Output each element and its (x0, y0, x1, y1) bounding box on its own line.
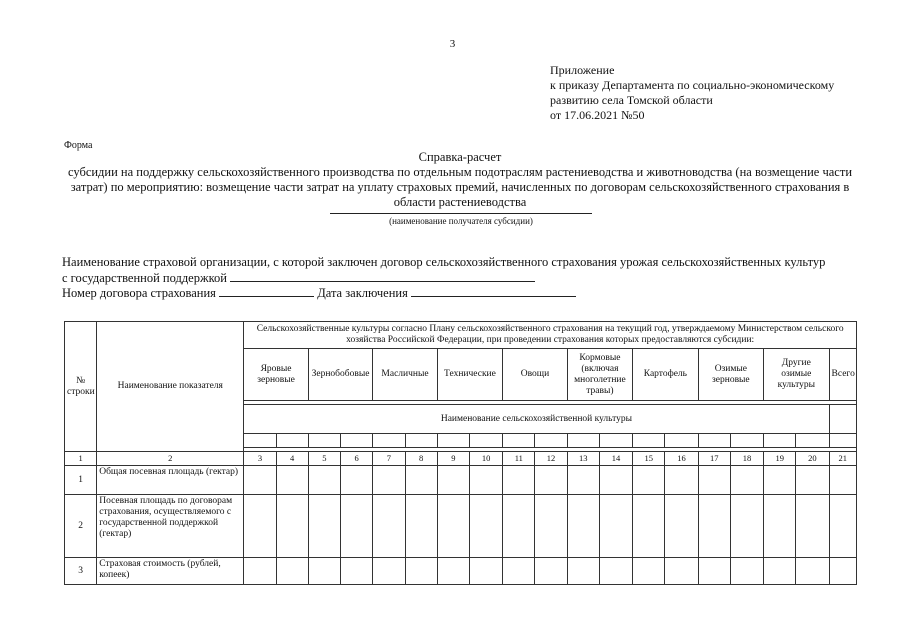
value-cell[interactable] (244, 466, 276, 495)
value-cell[interactable] (503, 495, 535, 558)
culture-name-cell[interactable] (764, 434, 796, 448)
row-label: Общая посевная площадь (гектар) (97, 466, 244, 495)
value-cell[interactable] (796, 495, 829, 558)
value-cell[interactable] (567, 466, 599, 495)
table-row (65, 558, 857, 585)
row-label: Посевная площадь по договорам страхования, осуществляемого с государственной поддержкой (гектар) (97, 495, 244, 558)
value-cell[interactable] (599, 558, 632, 585)
culture-name-cell[interactable] (730, 434, 763, 448)
insurance-info (62, 255, 882, 301)
appendix-reference (550, 63, 900, 123)
value-cell[interactable] (244, 495, 276, 558)
value-cell[interactable] (829, 558, 856, 585)
value-cell[interactable] (469, 466, 502, 495)
value-cell[interactable] (503, 558, 535, 585)
group-other-winter: Другие озимые культуры (764, 349, 829, 401)
value-cell[interactable] (665, 466, 698, 495)
group-spring-grain: Яровые зерновые (244, 349, 308, 401)
group-potato: Картофель (633, 349, 698, 401)
culture-name-cell[interactable] (665, 434, 698, 448)
value-cell[interactable] (730, 558, 763, 585)
org-line-2-label: с государственной поддержкой (62, 270, 227, 285)
org-line-3 (62, 285, 882, 301)
header-culture-name: Наименование сельскохозяйственной культуры (244, 405, 829, 434)
value-cell[interactable] (764, 558, 796, 585)
value-cell[interactable] (535, 466, 567, 495)
value-cell[interactable] (567, 558, 599, 585)
group-winter-grain: Озимые зерновые (698, 349, 763, 401)
header-cultures-plan: Сельскохозяйственные культуры согласно Плану сельскохозяйственного страхования на текущий год, утверждаемому Министерством сельского хозяйства Российской Федерации, при проведении страхования которых предоставляются субсидии: (244, 322, 857, 349)
column-number: 1 (65, 452, 97, 466)
row-number: 3 (65, 558, 97, 585)
value-cell[interactable] (567, 495, 599, 558)
column-number: 3 (244, 452, 276, 466)
value-cell[interactable] (469, 558, 502, 585)
culture-name-cell[interactable] (599, 434, 632, 448)
value-cell[interactable] (535, 495, 567, 558)
column-number: 13 (567, 452, 599, 466)
subsidy-table (64, 321, 857, 585)
contract-date-label: Дата заключения (317, 286, 408, 300)
value-cell[interactable] (633, 466, 665, 495)
form-label: Форма (64, 140, 93, 151)
document-title (60, 150, 860, 210)
column-number: 2 (97, 452, 244, 466)
appendix-line: развитию села Томской области (550, 93, 713, 107)
column-number: 9 (437, 452, 469, 466)
value-cell[interactable] (308, 558, 340, 585)
value-cell[interactable] (829, 466, 856, 495)
value-cell[interactable] (341, 466, 373, 495)
value-cell[interactable] (730, 495, 763, 558)
value-cell[interactable] (796, 558, 829, 585)
value-cell[interactable] (373, 495, 405, 558)
value-cell[interactable] (599, 495, 632, 558)
column-number: 5 (308, 452, 340, 466)
value-cell[interactable] (373, 558, 405, 585)
culture-name-cell[interactable] (244, 434, 276, 448)
value-cell[interactable] (276, 466, 308, 495)
culture-name-cell[interactable] (405, 434, 437, 448)
value-cell[interactable] (276, 558, 308, 585)
value-cell[interactable] (599, 466, 632, 495)
value-cell[interactable] (341, 495, 373, 558)
value-cell[interactable] (437, 495, 469, 558)
column-number: 16 (665, 452, 698, 466)
value-cell[interactable] (764, 495, 796, 558)
value-cell[interactable] (405, 558, 437, 585)
value-cell[interactable] (633, 558, 665, 585)
recipient-field[interactable] (330, 213, 592, 226)
column-number: 7 (373, 452, 405, 466)
value-cell[interactable] (503, 466, 535, 495)
column-number: 8 (405, 452, 437, 466)
column-number: 14 (599, 452, 632, 466)
column-number: 20 (796, 452, 829, 466)
value-cell[interactable] (796, 466, 829, 495)
value-cell[interactable] (698, 495, 730, 558)
culture-name-cell[interactable] (829, 434, 856, 448)
column-number: 6 (341, 452, 373, 466)
culture-name-cell[interactable] (633, 434, 665, 448)
column-number-row (65, 452, 857, 466)
value-cell[interactable] (373, 466, 405, 495)
value-cell[interactable] (764, 466, 796, 495)
value-cell[interactable] (437, 558, 469, 585)
contract-number-label: Номер договора страхования (62, 286, 216, 300)
value-cell[interactable] (469, 495, 502, 558)
value-cell[interactable] (730, 466, 763, 495)
appendix-line: Приложение (550, 63, 615, 77)
value-cell[interactable] (665, 558, 698, 585)
column-number: 17 (698, 452, 730, 466)
culture-name-cell[interactable] (796, 434, 829, 448)
value-cell[interactable] (829, 495, 856, 558)
culture-name-cell[interactable] (341, 434, 373, 448)
group-legumes: Зернобобовые (308, 349, 372, 401)
insurance-org-field[interactable] (230, 270, 535, 282)
culture-name-cell[interactable] (437, 434, 469, 448)
culture-name-cell[interactable] (276, 434, 308, 448)
column-number: 21 (829, 452, 856, 466)
value-cell[interactable] (535, 558, 567, 585)
column-number: 19 (764, 452, 796, 466)
group-fodder: Кормовые (включая многолетние травы) (567, 349, 632, 401)
culture-name-cell[interactable] (469, 434, 502, 448)
group-technical: Технические (437, 349, 502, 401)
header-row-number: № строки (65, 322, 97, 452)
value-cell[interactable] (437, 466, 469, 495)
table-row (65, 466, 857, 495)
culture-name-cell[interactable] (503, 434, 535, 448)
culture-name-cell[interactable] (698, 434, 730, 448)
org-line-1: Наименование страховой организации, с которой заключен договор сельскохозяйственного страхования урожая сельскохозяйственных культур (62, 255, 826, 269)
culture-name-cell[interactable] (308, 434, 340, 448)
page-number: 3 (449, 38, 456, 50)
group-total: Всего (829, 349, 856, 401)
row-number: 2 (65, 495, 97, 558)
culture-name-cell[interactable] (535, 434, 567, 448)
culture-name-cell[interactable] (373, 434, 405, 448)
column-number: 12 (535, 452, 567, 466)
row-label: Страховая стоимость (рублей, копеек) (97, 558, 244, 585)
value-cell[interactable] (308, 495, 340, 558)
culture-name-cell[interactable] (567, 434, 599, 448)
appendix-line: от 17.06.2021 №50 (550, 108, 645, 122)
value-cell[interactable] (698, 558, 730, 585)
group-vegetables: Овощи (503, 349, 567, 401)
header-culture-name-total (829, 405, 856, 434)
table-row (65, 495, 857, 558)
recipient-caption: (наименование получателя субсидии) (389, 216, 533, 226)
contract-date-field[interactable] (411, 285, 576, 297)
value-cell[interactable] (244, 558, 276, 585)
value-cell[interactable] (341, 558, 373, 585)
header-indicator-name: Наименование показателя (97, 322, 244, 452)
value-cell[interactable] (405, 495, 437, 558)
column-number: 11 (503, 452, 535, 466)
value-cell[interactable] (276, 495, 308, 558)
column-number: 4 (276, 452, 308, 466)
value-cell[interactable] (698, 466, 730, 495)
value-cell[interactable] (633, 495, 665, 558)
value-cell[interactable] (665, 495, 698, 558)
group-oilseeds: Масличные (373, 349, 437, 401)
title-heading: Справка-расчет (418, 150, 502, 164)
appendix-line: к приказу Департамента по социально-экономическому (550, 78, 835, 92)
row-number: 1 (65, 466, 97, 495)
column-number: 18 (730, 452, 763, 466)
value-cell[interactable] (308, 466, 340, 495)
contract-number-field[interactable] (219, 285, 314, 297)
title-body: субсидии на поддержку сельскохозяйственного производства по отдельным подотраслям растениеводства и животноводства (на возмещение части затрат) по мероприятию: возмещение части затрат на уплату страховых премий, начисленных по договорам сельскохозяйственного страхования в области растениеводства (67, 165, 853, 209)
column-number: 15 (633, 452, 665, 466)
column-number: 10 (469, 452, 502, 466)
value-cell[interactable] (405, 466, 437, 495)
org-line-2 (62, 270, 882, 286)
